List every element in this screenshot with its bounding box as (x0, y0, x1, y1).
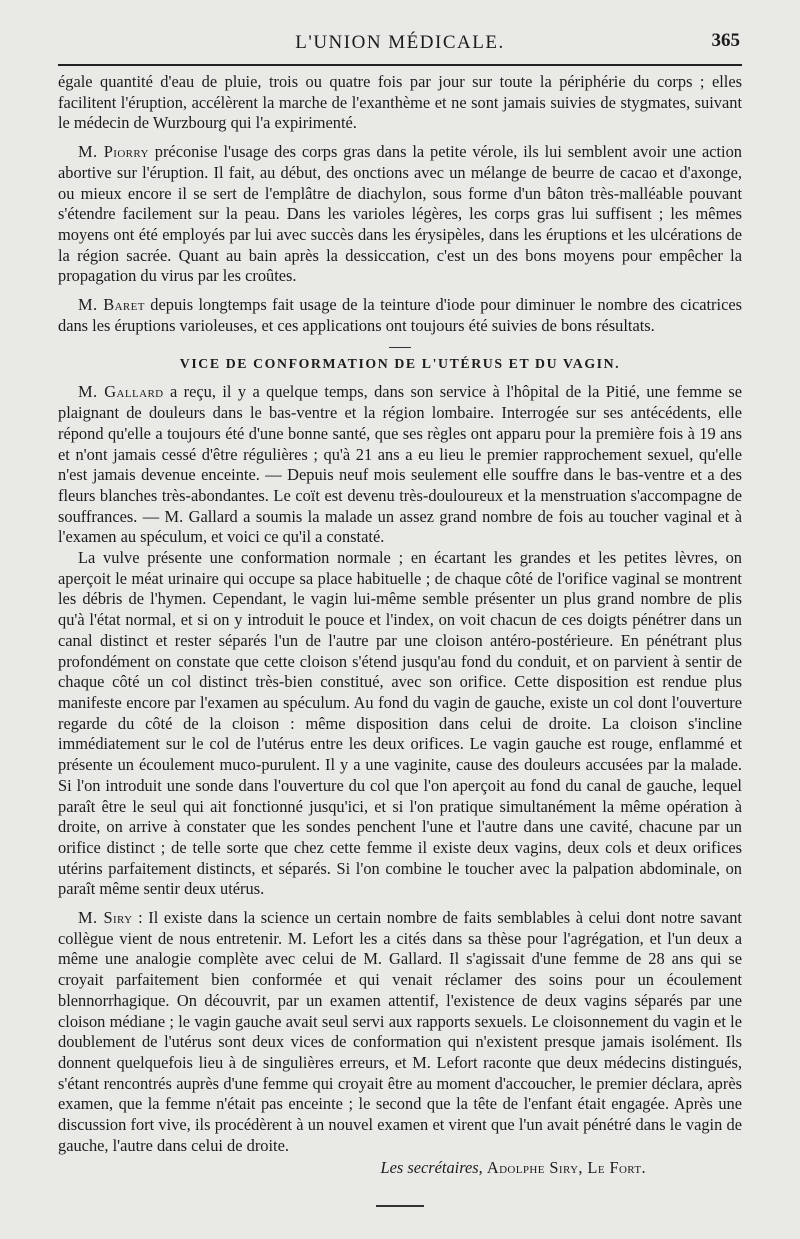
signature-names: Adolphe Siry, Le Fort. (486, 1158, 646, 1178)
paragraph-text: depuis longtemps fait usage de la teinture d'iode pour diminuer le nombre des cicatrices dans les éruptions varioleuses, et ces applications ont toujours été suivies de bons résultats. (58, 295, 742, 335)
end-rule (376, 1205, 424, 1207)
section-divider (389, 347, 411, 348)
paragraph-text: égale quantité d'eau de pluie, trois ou quatre fois par jour sur toute la périphérie du corps ; elles facilitent l'éruption, accélèrent la marche de l'exanthème et ne sont jamais suivies de stygmates, suivant le médecin de Wurzbourg qui l'a expirimenté. (58, 72, 742, 133)
speaker-name: M. Piorry (78, 142, 149, 162)
running-header (58, 28, 742, 56)
header-rule (58, 64, 742, 66)
page-number: 365 (711, 30, 740, 51)
paragraph-continuation (58, 72, 742, 134)
paragraph-text: préconise l'usage des corps gras dans la petite vérole, ils lui semblent avoir une action abortive sur l'éruption. Il fait, au début, des onctions avec un mélange de beurre de cacao et d'axonge, ou mieux encore il se sert de l'emplâtre de diachylon, sous forme d'un bâton très-malléable pouvant s'étendre facilement sur la peau. Dans les varioles légères, les corps gras lui suffisent ; les mêmes moyens ont été employés par lui avec succès dans les érysipèles, dans les éruptions et les ulcérations de la région sacrée. Quant au bain après la dessiccation, c'est un des bons moyens pour empêcher la propagation du virus par les croûtes. (58, 142, 743, 286)
speaker-name: M. Siry (78, 908, 133, 928)
paragraph-piorry (58, 142, 742, 287)
paragraph-vulve (58, 548, 742, 900)
section-title: VICE DE CONFORMATION DE L'UTÉRUS ET DU VAGIN. (179, 356, 621, 372)
paragraph-text: a reçu, il y a quelque temps, dans son service à l'hôpital de la Pitié, une femme se plaignant de douleurs dans le bas-ventre et la région lombaire. Interrogée sur ses antécédents, elle répond qu'elle a toujours été d'une bonne santé, que ses règles ont apparu pour la première fois à 19 ans et n'ont jamais cessé d'être régulières ; qu'à 21 ans a eu lieu le premier rapprochement sexuel, qu'elle n'est jamais devenue enceinte. — Depuis neuf mois seulement elle souffre dans le bas-ventre et a des fleurs blanches très-abondantes. Le coït est devenu très-douloureux et la menstruation s'accompagne de souffrances. — M. Gallard a soumis la malade un assez grand nombre de fois au toucher vaginal et à l'examen au spéculum, et voici ce qu'il a constaté. (58, 382, 742, 547)
speaker-name: M. Gallard (78, 382, 164, 402)
journal-title: L'UNION MÉDICALE. (295, 32, 505, 53)
speaker-name: M. Baret (78, 295, 145, 315)
signature (58, 1158, 742, 1179)
paragraph-baret (58, 295, 742, 336)
paragraph-gallard (58, 382, 742, 548)
paragraph-siry (58, 908, 742, 1156)
paragraph-text: : Il existe dans la science un certain nombre de faits semblables à celui dont notre savant collègue vient de nous entretenir. M. Lefort les a cités dans sa thèse pour l'agrégation, et l'un deux a même une analogie complète avec celui de M. Gallard. Il s'agissait d'une femme de 28 ans qui se croyait parfaitement bien conformée et qui venait réclamer des soins pour un écoulement blennorrhagique. On découvrit, par un examen attentif, l'existence de deux vagins séparés par une cloison médiane ; le vagin gauche avait seul servi aux rapports sexuels. Le cloisonnement du vagin et le doublement de l'utérus sont deux vices de conformation qui n'existent presque jamais isolément. Ils donnent quelquefois lieu à de singulières erreurs, et M. Lefort raconte que deux médecins distingués, s'étant rencontrés auprès d'une femme qui croyait être au moment d'accoucher, le premier déclara, après examen, que la femme n'était pas enceinte ; le second que la tête de l'enfant était engagée. Après une discussion fort vive, ils procédèrent à un nouvel examen et virent que l'un avait pénétré dans le vagin de gauche, l'autre dans celui de droite. (58, 908, 742, 1155)
paragraph-text: La vulve présente une conformation normale ; en écartant les grandes et les petites lèvres, on aperçoit le méat urinaire qui occupe sa place habituelle ; de chaque côté de l'orifice vaginal se montrent les débris de l'hymen. Cependant, le vagin lui-même semble présenter un plus grand nombre de plis qu'à l'état normal, et si on y introduit le pouce et l'index, on voit chacun de ces doigts pénétrer dans un canal distinct et rester séparés l'un de l'autre par une cloison antéro-postérieure. En pénétrant plus profondément on constate que cette cloison s'étend jusqu'au fond du conduit, et on parvient à sentir de chaque côté un col distinct très-bien constitué, avec son orifice. Cette disposition est rendue plus manifeste encore par l'examen au spéculum. Au fond du vagin de gauche, existe un col dont l'ouverture regarde du côté de la cloison : même disposition dans celui de droite. La cloison s'incline immédiatement sur le col de l'utérus entre les deux orifices. Le vagin gauche est rouge, enflammé et présente un écoulement muco-purulent. Il y a une vaginite, cause des douleurs accusées par la malade. Si l'on introduit une sonde dans l'ouverture du col que l'on aperçoit au fond du canal de gauche, lequel paraît être le seul qui ait fonctionné jusqu'ici, et si l'on pratique simultanément la même opération à droite, on arrive à constater que les sondes penchent l'une et l'autre dans une cavité, chacune par un orifice distinct ; de telle sorte que chez cette femme il existe deux vagins, deux cols et deux orifices utérins parfaitement distincts, et séparés. Si l'on combine le toucher avec la palpation abdominale, on paraît même sentir deux utérus. (58, 548, 742, 899)
signature-label: Les secrétaires, (380, 1158, 483, 1178)
